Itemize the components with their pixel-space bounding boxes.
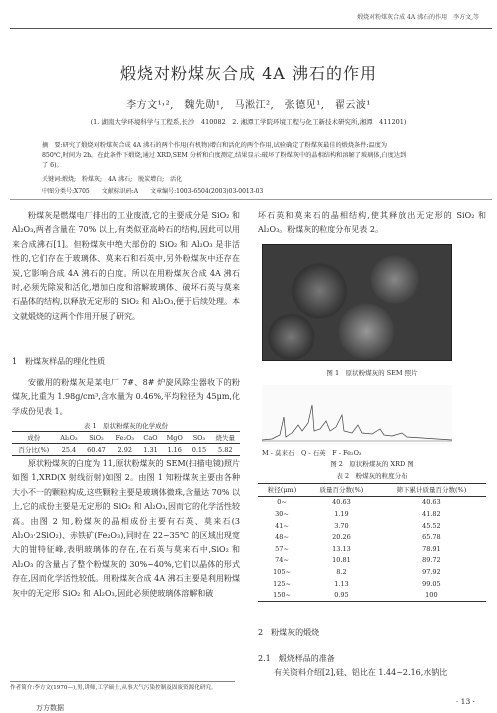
table2-cell: 65.78 xyxy=(422,533,441,542)
table2-cell: 74~ xyxy=(275,556,289,565)
table2-cell: 1.13 xyxy=(334,579,349,588)
table1-header: SO₃ xyxy=(192,433,206,442)
paper-title: 煅烧对粉煤灰合成 4A 沸石的作用 xyxy=(120,64,377,83)
abstract-line: 850℃,时间为 2h。在此条件下煅烧,通过 XRD,SEM 分析和白度测定,结果显示:破坏了粉煤灰中的晶相结构和溶解了玻璃体,白度达到 xyxy=(42,152,407,159)
left-column-lower xyxy=(12,457,240,601)
abstract-rule xyxy=(10,199,492,200)
table1-cell: 25.4 xyxy=(61,445,77,454)
table2-cell: 40.63 xyxy=(422,498,441,507)
table1-header: 烧失量 xyxy=(215,434,235,442)
table2-cell: 89.72 xyxy=(422,556,441,565)
header-rule xyxy=(10,28,492,29)
table2-cell: 10.81 xyxy=(332,556,351,565)
author-footnote: 作者简介:李方文(1970—),男,讲师,工学硕士,从事大气污染控制及固废资源化研究。 xyxy=(10,685,217,691)
table2-cell: 41.82 xyxy=(422,509,441,518)
fig2-legend: M - 莫来石 Q - 石英 F - Fe₂O₃ xyxy=(262,449,362,457)
table2-cell: 0~ xyxy=(277,498,287,507)
page-number: · 13 · xyxy=(455,697,475,706)
table-row xyxy=(258,520,486,532)
table1-header: SiO₂ xyxy=(89,433,104,442)
table1-cell: 0.15 xyxy=(191,445,207,454)
abstract-line: 摘 要:研究了煅烧对粉煤灰合成 4A 沸石的两个作用(有机物)增白和活化的两个作用,试验确定了粉煤灰最佳的煅烧条件:温度为 xyxy=(42,142,388,149)
table2-cell: 150~ xyxy=(273,591,291,600)
table2-cell: 99.05 xyxy=(422,579,441,588)
table2-cell: 78.91 xyxy=(422,544,441,553)
authors: 李方文¹˒², 魏先勋¹, 马淞江², 张德见¹, 翟云波¹ xyxy=(126,100,371,111)
table-row xyxy=(258,508,486,520)
keywords: 关键词:煅烧; 粉煤灰; 4A 沸石; 脱炭增白; 活化 xyxy=(42,176,183,183)
table1-cell: 百分比(%) xyxy=(18,446,50,454)
abstract-line: 了 6)。 xyxy=(42,162,63,169)
table-row xyxy=(258,543,486,555)
table2-header: 粒径(μm) xyxy=(267,486,297,495)
table2-cell: 8.2 xyxy=(336,567,347,576)
abstract xyxy=(42,141,460,171)
table1-cell: 1.16 xyxy=(167,445,182,454)
table1-header: CaO xyxy=(143,433,158,442)
table-row xyxy=(258,555,486,567)
table1-header: MgO xyxy=(166,433,183,442)
table1-cell: 1.31 xyxy=(143,445,158,454)
table2-cell: 105~ xyxy=(273,567,291,576)
right-column-top xyxy=(258,209,486,238)
classification-codes: 中图分类号:X705 文献标识码:A 文章编号:1003-6504(2003)03-0013-03 xyxy=(42,188,264,195)
source-watermark: 万方数据 xyxy=(36,704,64,712)
table2-header: 筛下累计质量百分数(%) xyxy=(396,486,467,495)
section2 xyxy=(258,626,486,640)
table-row xyxy=(258,496,486,508)
fig2-caption: 图 2 原状粉煤灰的 XRD 图 xyxy=(330,460,414,468)
section1 xyxy=(12,355,240,369)
table1-cell: 2.92 xyxy=(117,445,133,454)
section1-title: 1 粉煤灰样品的理化性质 xyxy=(12,357,106,366)
table2-caption: 表 2 粉煤灰的粒度分布 xyxy=(336,472,408,480)
table2-cell: 13.13 xyxy=(332,544,351,553)
section1-paragraph: 安徽用的粉煤灰是某电厂 7#、8# 炉旋风除尘器收下的粉煤灰,比重为 1.98g/cm³,含水量为 0.46%,平均粒径为 45μm,化学成份见表 1。 xyxy=(12,378,240,416)
table2-cell: 41~ xyxy=(275,521,289,530)
table2-cell: 100 xyxy=(425,591,438,600)
section21-paragraph: 有关资料介绍[2],硅、铝比在 1.44~2.16,水钠比 xyxy=(274,668,448,678)
table2-cell: 125~ xyxy=(273,579,291,588)
table2-cell: 1.19 xyxy=(334,509,349,518)
table2-cell: 97.92 xyxy=(422,567,441,576)
table-row xyxy=(258,578,486,590)
right-col-text: 坏石英和莫来石的晶相结构,使其释放出无定形的 SiO₂ 和 Al₂O₃。粉煤灰的粒度分布见表 2。 xyxy=(258,211,486,235)
table2-cell: 30~ xyxy=(275,509,289,518)
table2-header: 质量百分数(%) xyxy=(319,486,364,495)
table2 xyxy=(258,483,486,602)
table1-header: Al₂O₃ xyxy=(60,433,78,442)
table1-header: Fe₂O₃ xyxy=(115,433,135,442)
sem-xrd-paragraph: 原状粉煤灰的白度为 11,原状粉煤灰的 SEM(扫描电镜)照片如图 1,XRD(X 射线衍射)如图 2。由图 1 知粉煤灰主要由各种大小不一的颗粒构成,这些颗粒主要是玻璃体微珠,含量达 70% 以上,它的成份主要是无定形的 SiO₂ 和 Al₂O₃,因而它的化学活性较高。由图 2 知,粉煤灰的晶相成份主要有石英、莫来石(3 Al₂O₃·2SiO₂)、赤铁矿(Fe₂O₃),同时在 22~35℃ 的区域出现宽大的钳特征峰,表明玻璃体的存在,在石英与莫来石中,SiO₂ 和 Al₂O₃ 的含量占了整个粉煤灰的 30%~40%,它们以晶体的形式存在,因而化学活性较低。用粉煤灰合成 4A 沸石主要是利用粉煤灰中的无定形 SiO₂ 和 Al₂O₃,因此必须使玻璃体溶解和破 xyxy=(12,459,240,598)
section21 xyxy=(258,652,486,681)
table1-header: 成份 xyxy=(27,434,41,442)
table2-cell: 20.26 xyxy=(332,533,351,542)
fig1-caption: 图 1 原状粉煤灰的 SEM 照片 xyxy=(326,369,418,377)
table2-cell: 57~ xyxy=(275,544,289,553)
running-head: 煅烧对粉煤灰合成 4A 沸石的作用 李方文,等 xyxy=(357,14,479,21)
footnote-rule xyxy=(10,681,235,682)
intro-paragraph: 粉煤灰是燃煤电厂排出的工业废渣,它的主要成分是 SiO₂ 和 Al₂O₃,两者含量在 70% 以上,有类似亚高岭石的结构,因此可以用来合成沸石[1]。但粉煤灰中绝大部份的 SiO₂ 和 Al₂O₃ 是非活性的,它们存在于玻璃体、莫来石和石英中,另外粉煤灰中还存在炭,它影响合成 4A 沸石的白度。所以在用粉煤灰合成 4A 沸石时,必须先除炭和活化,增加白度和溶解玻璃体、破坏石英与莫来石晶体的结构,以释放无定形的 SiO₂ 和 Al₂O₃,便于后续处理。本文就煅烧的这两个作用开展了研究。 xyxy=(12,211,240,321)
table2-cell: 40.63 xyxy=(332,498,351,507)
left-column xyxy=(12,209,240,324)
section1-body xyxy=(12,376,240,419)
table2-cell: 48~ xyxy=(275,533,289,542)
table-row xyxy=(258,566,486,578)
section2-title: 2 粉煤灰的煅烧 xyxy=(258,628,320,637)
table-row xyxy=(258,531,486,543)
affiliation: (1. 湖南大学环境科学与工程系,长沙 410082 2. 湘潭工学院环境工程与化工新技术研究所,湘潭 411201) xyxy=(90,118,407,126)
table-row xyxy=(258,589,486,601)
table1 xyxy=(12,431,240,456)
table2-cell: 0.95 xyxy=(334,591,349,600)
section21-title: 2.1 煅烧样品的准备 xyxy=(258,654,335,663)
table1-cell: 5.82 xyxy=(218,445,233,454)
table2-cell: 45.52 xyxy=(422,521,441,530)
table2-cell: 3.70 xyxy=(334,521,349,530)
table1-cell: 60.47 xyxy=(87,445,106,454)
table1-caption: 表 1 原状粉煤灰的化学成份 xyxy=(83,422,169,430)
sem-photo xyxy=(262,244,452,361)
xrd-pattern xyxy=(262,385,452,445)
